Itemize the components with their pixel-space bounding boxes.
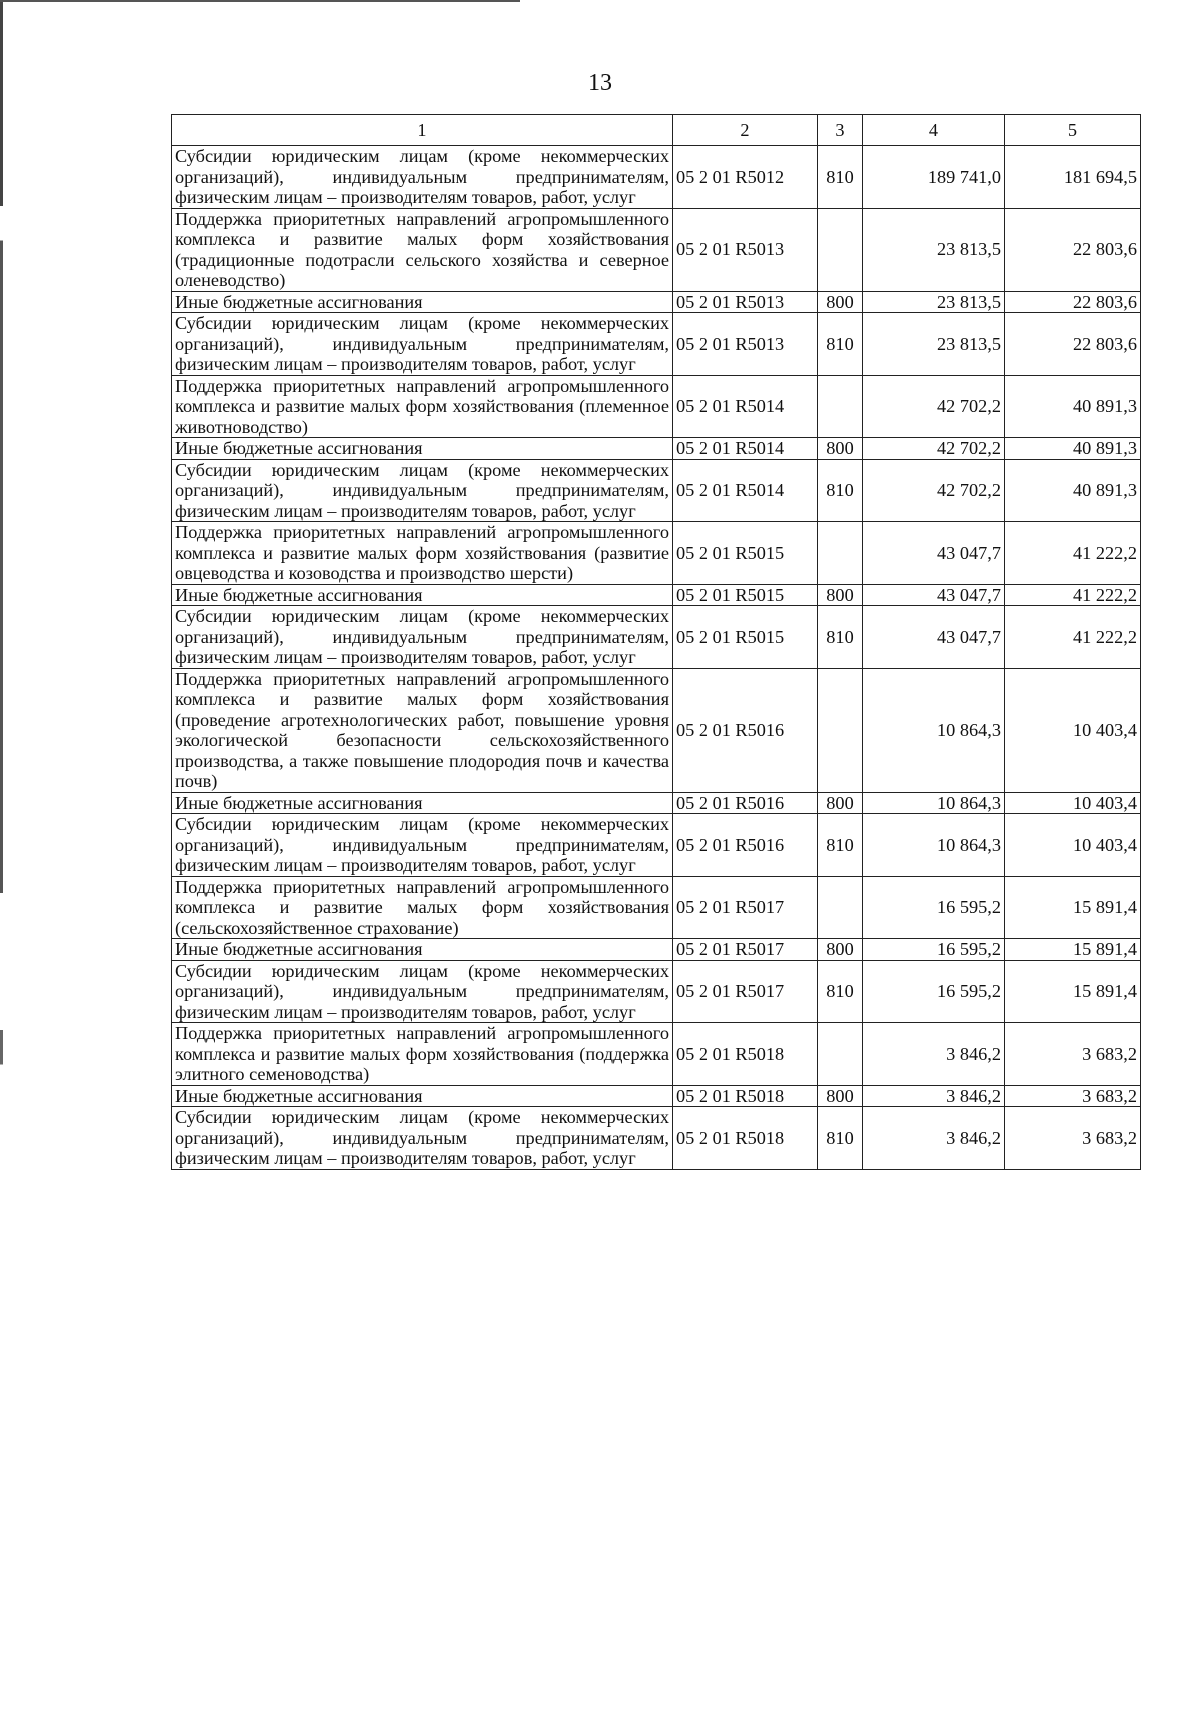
scan-top-artifact <box>0 0 520 2</box>
row-description: Субсидии юридическим лицам (кроме некоммерческих организаций), индивидуальным предпринимателям, физическим лицам – производителям товаров, работ, услуг <box>172 313 673 376</box>
row-amount-year-2: 15 891,4 <box>1005 876 1141 939</box>
table-header-row <box>172 115 1141 146</box>
row-amount-year-1: 10 864,3 <box>863 668 1005 792</box>
row-description: Иные бюджетные ассигнования <box>172 792 673 814</box>
column-header-1: 1 <box>172 115 673 146</box>
row-expense-type <box>818 522 863 585</box>
row-description: Поддержка приоритетных направлений агропромышленного комплекса и развитие малых форм хозяйствования (сельскохозяйственное страхование) <box>172 876 673 939</box>
table-row <box>172 522 1141 585</box>
row-expense-type <box>818 208 863 291</box>
row-amount-year-1: 43 047,7 <box>863 522 1005 585</box>
column-header-5: 5 <box>1005 115 1141 146</box>
row-amount-year-2: 15 891,4 <box>1005 960 1141 1023</box>
row-amount-year-2: 10 403,4 <box>1005 792 1141 814</box>
row-amount-year-2: 41 222,2 <box>1005 606 1141 669</box>
row-expense-type: 810 <box>818 313 863 376</box>
table-row <box>172 939 1141 961</box>
row-target-code: 05 2 01 R5014 <box>673 459 818 522</box>
row-amount-year-2: 40 891,3 <box>1005 459 1141 522</box>
row-expense-type: 800 <box>818 792 863 814</box>
row-description: Поддержка приоритетных направлений агропромышленного комплекса и развитие малых форм хозяйствования (племенное животноводство) <box>172 375 673 438</box>
table-row <box>172 375 1141 438</box>
row-amount-year-2: 181 694,5 <box>1005 146 1141 209</box>
table-row <box>172 291 1141 313</box>
row-description: Субсидии юридическим лицам (кроме некоммерческих организаций), индивидуальным предпринимателям, физическим лицам – производителям товаров, работ, услуг <box>172 606 673 669</box>
row-description: Поддержка приоритетных направлений агропромышленного комплекса и развитие малых форм хозяйствования (развитие овцеводства и козоводства и производство шерсти) <box>172 522 673 585</box>
row-expense-type: 800 <box>818 584 863 606</box>
row-target-code: 05 2 01 R5015 <box>673 584 818 606</box>
row-expense-type: 800 <box>818 1085 863 1107</box>
row-amount-year-1: 3 846,2 <box>863 1107 1005 1170</box>
row-amount-year-2: 41 222,2 <box>1005 522 1141 585</box>
row-expense-type: 810 <box>818 960 863 1023</box>
row-expense-type: 810 <box>818 814 863 877</box>
row-description: Поддержка приоритетных направлений агропромышленного комплекса и развитие малых форм хозяйствования (традиционные подотрасли сельского хозяйства и северное оленеводство) <box>172 208 673 291</box>
column-header-2: 2 <box>673 115 818 146</box>
row-target-code: 05 2 01 R5013 <box>673 291 818 313</box>
row-expense-type: 810 <box>818 1107 863 1170</box>
row-target-code: 05 2 01 R5017 <box>673 876 818 939</box>
row-description: Иные бюджетные ассигнования <box>172 1085 673 1107</box>
row-expense-type: 800 <box>818 939 863 961</box>
row-amount-year-1: 43 047,7 <box>863 584 1005 606</box>
table-row <box>172 606 1141 669</box>
row-description: Поддержка приоритетных направлений агропромышленного комплекса и развитие малых форм хозяйствования (поддержка элитного семеноводства) <box>172 1023 673 1086</box>
row-amount-year-1: 3 846,2 <box>863 1023 1005 1086</box>
row-amount-year-1: 43 047,7 <box>863 606 1005 669</box>
table-row <box>172 438 1141 460</box>
row-amount-year-1: 16 595,2 <box>863 960 1005 1023</box>
row-amount-year-1: 23 813,5 <box>863 291 1005 313</box>
row-amount-year-2: 40 891,3 <box>1005 375 1141 438</box>
table-row <box>172 313 1141 376</box>
column-header-4: 4 <box>863 115 1005 146</box>
row-expense-type: 800 <box>818 291 863 313</box>
row-expense-type: 800 <box>818 438 863 460</box>
row-description: Поддержка приоритетных направлений агропромышленного комплекса и развитие малых форм хозяйствования (проведение агротехнологических работ, повышение уровня экологической безопасности сельскохозяйственного производства, а также повышение плодородия почв и качества почв) <box>172 668 673 792</box>
row-target-code: 05 2 01 R5016 <box>673 668 818 792</box>
row-amount-year-2: 3 683,2 <box>1005 1023 1141 1086</box>
row-target-code: 05 2 01 R5013 <box>673 208 818 291</box>
row-amount-year-2: 10 403,4 <box>1005 814 1141 877</box>
row-description: Иные бюджетные ассигнования <box>172 584 673 606</box>
row-amount-year-1: 42 702,2 <box>863 375 1005 438</box>
row-amount-year-2: 22 803,6 <box>1005 313 1141 376</box>
row-expense-type <box>818 375 863 438</box>
row-target-code: 05 2 01 R5017 <box>673 939 818 961</box>
table-row <box>172 208 1141 291</box>
row-expense-type <box>818 668 863 792</box>
row-amount-year-2: 22 803,6 <box>1005 208 1141 291</box>
row-amount-year-1: 16 595,2 <box>863 939 1005 961</box>
row-amount-year-2: 3 683,2 <box>1005 1107 1141 1170</box>
row-expense-type: 810 <box>818 146 863 209</box>
table-row <box>172 814 1141 877</box>
column-header-3: 3 <box>818 115 863 146</box>
table-row <box>172 1107 1141 1170</box>
row-target-code: 05 2 01 R5012 <box>673 146 818 209</box>
row-amount-year-2: 40 891,3 <box>1005 438 1141 460</box>
row-description: Иные бюджетные ассигнования <box>172 939 673 961</box>
row-target-code: 05 2 01 R5016 <box>673 792 818 814</box>
row-amount-year-2: 15 891,4 <box>1005 939 1141 961</box>
row-description: Субсидии юридическим лицам (кроме некоммерческих организаций), индивидуальным предпринимателям, физическим лицам – производителям товаров, работ, услуг <box>172 459 673 522</box>
row-amount-year-1: 10 864,3 <box>863 792 1005 814</box>
table-row <box>172 792 1141 814</box>
row-amount-year-1: 10 864,3 <box>863 814 1005 877</box>
row-target-code: 05 2 01 R5017 <box>673 960 818 1023</box>
row-amount-year-2: 3 683,2 <box>1005 1085 1141 1107</box>
row-amount-year-1: 42 702,2 <box>863 459 1005 522</box>
row-expense-type <box>818 876 863 939</box>
row-expense-type <box>818 1023 863 1086</box>
row-target-code: 05 2 01 R5015 <box>673 606 818 669</box>
row-expense-type: 810 <box>818 606 863 669</box>
row-amount-year-2: 41 222,2 <box>1005 584 1141 606</box>
row-target-code: 05 2 01 R5016 <box>673 814 818 877</box>
row-amount-year-2: 22 803,6 <box>1005 291 1141 313</box>
table-row <box>172 668 1141 792</box>
row-target-code: 05 2 01 R5018 <box>673 1023 818 1086</box>
table-row <box>172 960 1141 1023</box>
table-row <box>172 876 1141 939</box>
row-amount-year-1: 23 813,5 <box>863 208 1005 291</box>
row-expense-type: 810 <box>818 459 863 522</box>
row-target-code: 05 2 01 R5014 <box>673 438 818 460</box>
budget-table <box>171 114 1141 1170</box>
row-amount-year-1: 23 813,5 <box>863 313 1005 376</box>
row-amount-year-1: 189 741,0 <box>863 146 1005 209</box>
row-target-code: 05 2 01 R5018 <box>673 1107 818 1170</box>
row-description: Субсидии юридическим лицам (кроме некоммерческих организаций), индивидуальным предпринимателям, физическим лицам – производителям товаров, работ, услуг <box>172 1107 673 1170</box>
table-row <box>172 1023 1141 1086</box>
row-description: Субсидии юридическим лицам (кроме некоммерческих организаций), индивидуальным предпринимателям, физическим лицам – производителям товаров, работ, услуг <box>172 960 673 1023</box>
table-row <box>172 459 1141 522</box>
row-description: Иные бюджетные ассигнования <box>172 291 673 313</box>
row-target-code: 05 2 01 R5013 <box>673 313 818 376</box>
row-target-code: 05 2 01 R5014 <box>673 375 818 438</box>
scan-edge-artifact <box>0 0 3 1717</box>
table-row <box>172 1085 1141 1107</box>
row-description: Субсидии юридическим лицам (кроме некоммерческих организаций), индивидуальным предпринимателям, физическим лицам – производителям товаров, работ, услуг <box>172 814 673 877</box>
row-amount-year-1: 42 702,2 <box>863 438 1005 460</box>
table-row <box>172 146 1141 209</box>
row-target-code: 05 2 01 R5018 <box>673 1085 818 1107</box>
page-number: 13 <box>588 70 612 96</box>
row-amount-year-1: 3 846,2 <box>863 1085 1005 1107</box>
row-target-code: 05 2 01 R5015 <box>673 522 818 585</box>
row-amount-year-1: 16 595,2 <box>863 876 1005 939</box>
row-description: Субсидии юридическим лицам (кроме некоммерческих организаций), индивидуальным предпринимателям, физическим лицам – производителям товаров, работ, услуг <box>172 146 673 209</box>
row-description: Иные бюджетные ассигнования <box>172 438 673 460</box>
row-amount-year-2: 10 403,4 <box>1005 668 1141 792</box>
table-row <box>172 584 1141 606</box>
